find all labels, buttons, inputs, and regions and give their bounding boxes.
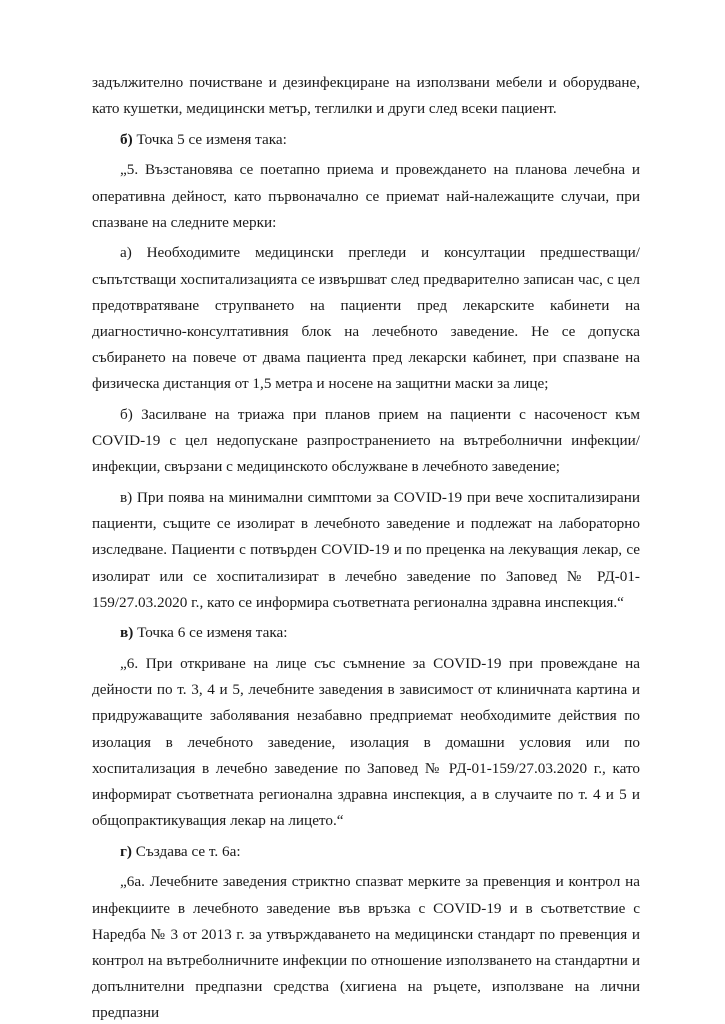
paragraph-measure-b: б) Засилване на триажа при планов прием на пациенти с насоченост към COVID-19 с цел недопускане разпространението на вътреболнични инфекции/инфекции, свързани с медицинското обслужване в лечебното заведение; [92, 406, 640, 476]
paragraph-measure-a: а) Необходимите медицински прегледи и консултации предшестващи/съпътстващи хоспитализацията се извършват след предварително записан час, с цел предотвратяване струпването на пациенти пред лекарските кабинети на диагностично-консултативния блок на лечебното заведение. Не се допуска събирането на повече от двама пациента пред лекарски кабинет, при спазване на физическа дистанция от 1,5 метра и носене на защитни маски за лице; [92, 244, 640, 393]
document-body [92, 70, 640, 1024]
paragraph-item-b-heading: б) Точка 5 се изменя така: [120, 130, 287, 148]
paragraph-point-5: „5. Възстановява се поетапно приема и провеждането на планова лечебна и оперативна дейност, като първоначално се приемат най-належащите случаи, при спазване на следните мерки: [92, 161, 640, 231]
bold-item-marker: б) [120, 130, 133, 148]
paragraph-measure-v: в) При поява на минимални симптоми за COVID-19 при вече хоспитализирани пациенти, същите се изолират в лечебното заведение и подлежат на лабораторно изследване. Пациенти с потвърден COVID-19 и по преценка на лекуващия лекар, се изолират или се хоспитализират в лечебно заведение по Заповед № РД-01-159/27.03.2020 г., като се информира съответната регионална здравна инспекция.“ [92, 489, 640, 611]
paragraph-point-6: „6. При откриване на лице със съмнение за COVID-19 при провеждане на дейности по т. 3, 4 и 5, лечебните заведения в зависимост от клиничната картина и придружаващите заболявания незабавно предприемат необходимите действия по изолация в лечебното заведение, изолация в домашни условия или по хоспитализация в лечебно заведение по Заповед № РД-01-159/27.03.2020 г., като информират съответната регионална здравна инспекция, а в случаите по т. 4 и 5 и общопрактикуващия лекар на лицето.“ [92, 655, 640, 830]
paragraph-continuation: задължително почистване и дезинфекциране на използвани мебели и оборудване, като кушетки, медицински метър, теглилки и други след всеки пациент. [92, 74, 640, 118]
paragraph-item-g-heading: г) Създава се т. 6а: [120, 842, 241, 860]
paragraph-item-v-heading: в) Точка 6 се изменя така: [120, 624, 288, 642]
paragraph-point-6a: „6а. Лечебните заведения стриктно спазват мерките за превенция и контрол на инфекциите в лечебното заведение във връзка с COVID-19 и в съответствие с Наредба № 3 от 2013 г. за утвърждаването на медицински стандарт по превенция и контрол на вътреболничните инфекции по отношение използването на стандартни и допълнителни предпазни средства (хигиена на ръцете, използване на лични предпазни [92, 873, 640, 1022]
bold-item-marker: в) [120, 624, 134, 642]
bold-item-marker: г) [120, 842, 132, 860]
